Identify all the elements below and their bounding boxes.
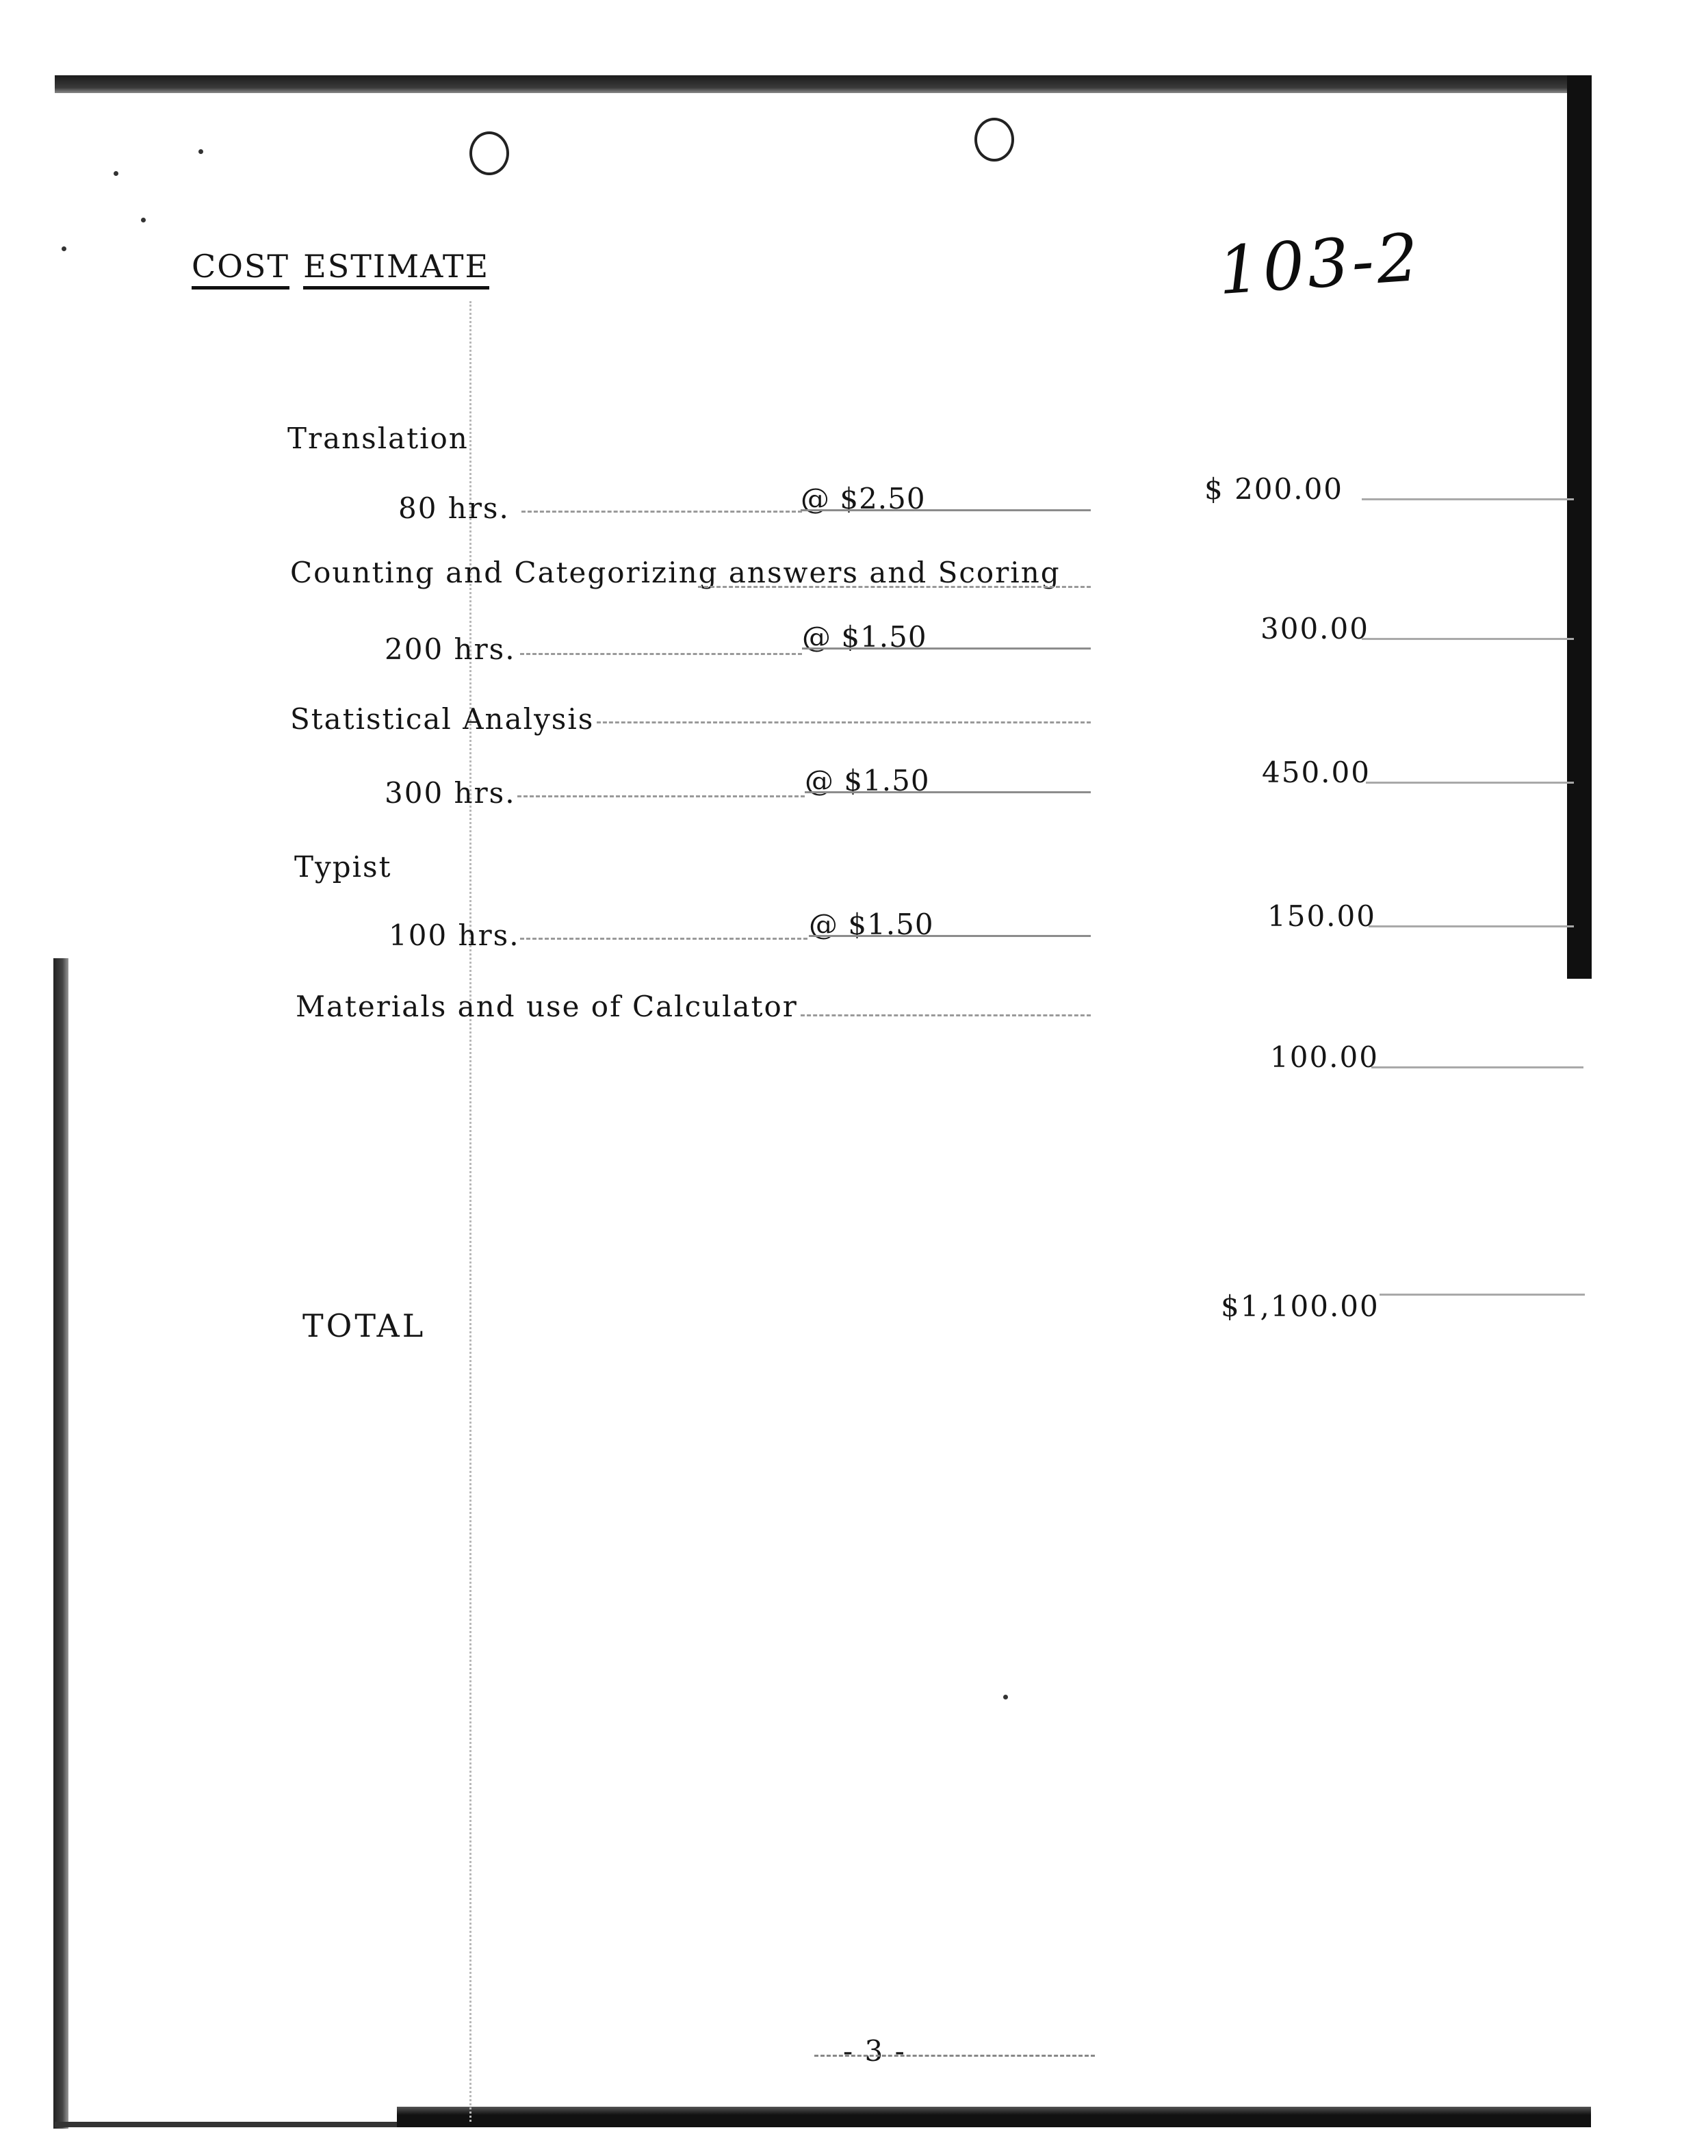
item-rate-typist: @ $1.50 bbox=[809, 908, 934, 941]
item-hours-typist: 100 hrs. bbox=[389, 919, 520, 952]
item-label-statistical-analysis: Statistical Analysis bbox=[290, 702, 595, 736]
scan-speck bbox=[114, 171, 118, 176]
page-number: - 3 - bbox=[843, 2034, 906, 2068]
leader-line bbox=[801, 1014, 1091, 1016]
item-label-typist: Typist bbox=[294, 850, 392, 884]
rate-underline bbox=[809, 935, 1091, 937]
leader-line bbox=[520, 653, 802, 655]
item-amount-materials: 100.00 bbox=[1270, 1040, 1379, 1074]
item-rate-counting: @ $1.50 bbox=[802, 620, 927, 654]
page-title-word-cost: COST bbox=[192, 248, 289, 290]
scan-speck bbox=[141, 218, 146, 222]
scan-edge-bottom bbox=[397, 2107, 1591, 2127]
scan-speck bbox=[1003, 1695, 1008, 1699]
scan-edge-top bbox=[55, 75, 1591, 93]
item-amount-counting: 300.00 bbox=[1260, 612, 1369, 645]
item-label-translation: Translation bbox=[287, 422, 469, 455]
item-hours-translation: 80 hrs. bbox=[398, 491, 510, 525]
page-title-word-estimate: ESTIMATE bbox=[303, 248, 489, 290]
amount-underline bbox=[1362, 638, 1574, 640]
binder-hole-left bbox=[469, 131, 509, 175]
total-label: TOTAL bbox=[302, 1307, 426, 1344]
amount-underline bbox=[1366, 782, 1574, 784]
scan-speck bbox=[62, 246, 66, 251]
amount-underline bbox=[1371, 1066, 1583, 1068]
rate-underline bbox=[802, 647, 1091, 650]
item-hours-statistical-analysis: 300 hrs. bbox=[385, 776, 516, 810]
rate-underline bbox=[801, 509, 1091, 511]
item-rate-translation: @ $2.50 bbox=[801, 482, 926, 515]
leader-line bbox=[521, 511, 802, 513]
leader-line bbox=[597, 721, 1091, 723]
handwritten-note: 103-2 bbox=[1215, 218, 1424, 310]
leader-line bbox=[698, 586, 1091, 588]
rate-underline bbox=[805, 791, 1091, 793]
item-label-counting: Counting and Categorizing answers and Scoring bbox=[290, 556, 1061, 589]
scan-edge-right bbox=[1567, 75, 1592, 979]
amount-underline bbox=[1380, 1294, 1585, 1296]
total-amount: $1,100.00 bbox=[1221, 1289, 1380, 1323]
leader-line bbox=[520, 938, 807, 940]
page-title bbox=[192, 248, 489, 285]
scan-edge-left bbox=[53, 958, 68, 2129]
amount-underline bbox=[1369, 925, 1574, 927]
item-rate-statistical-analysis: @ $1.50 bbox=[805, 764, 930, 797]
page-number-underline bbox=[814, 2055, 1095, 2057]
item-hours-counting: 200 hrs. bbox=[385, 632, 516, 666]
leader-line bbox=[517, 795, 805, 797]
item-amount-translation: $ 200.00 bbox=[1204, 472, 1344, 506]
amount-underline bbox=[1362, 498, 1574, 500]
item-label-materials: Materials and use of Calculator bbox=[296, 990, 798, 1023]
binder-hole-right bbox=[974, 118, 1014, 162]
item-amount-typist: 150.00 bbox=[1267, 899, 1376, 933]
scan-edge-bottom-thin bbox=[55, 2122, 397, 2127]
item-amount-statistical-analysis: 450.00 bbox=[1262, 756, 1371, 789]
scan-speck bbox=[198, 149, 203, 154]
